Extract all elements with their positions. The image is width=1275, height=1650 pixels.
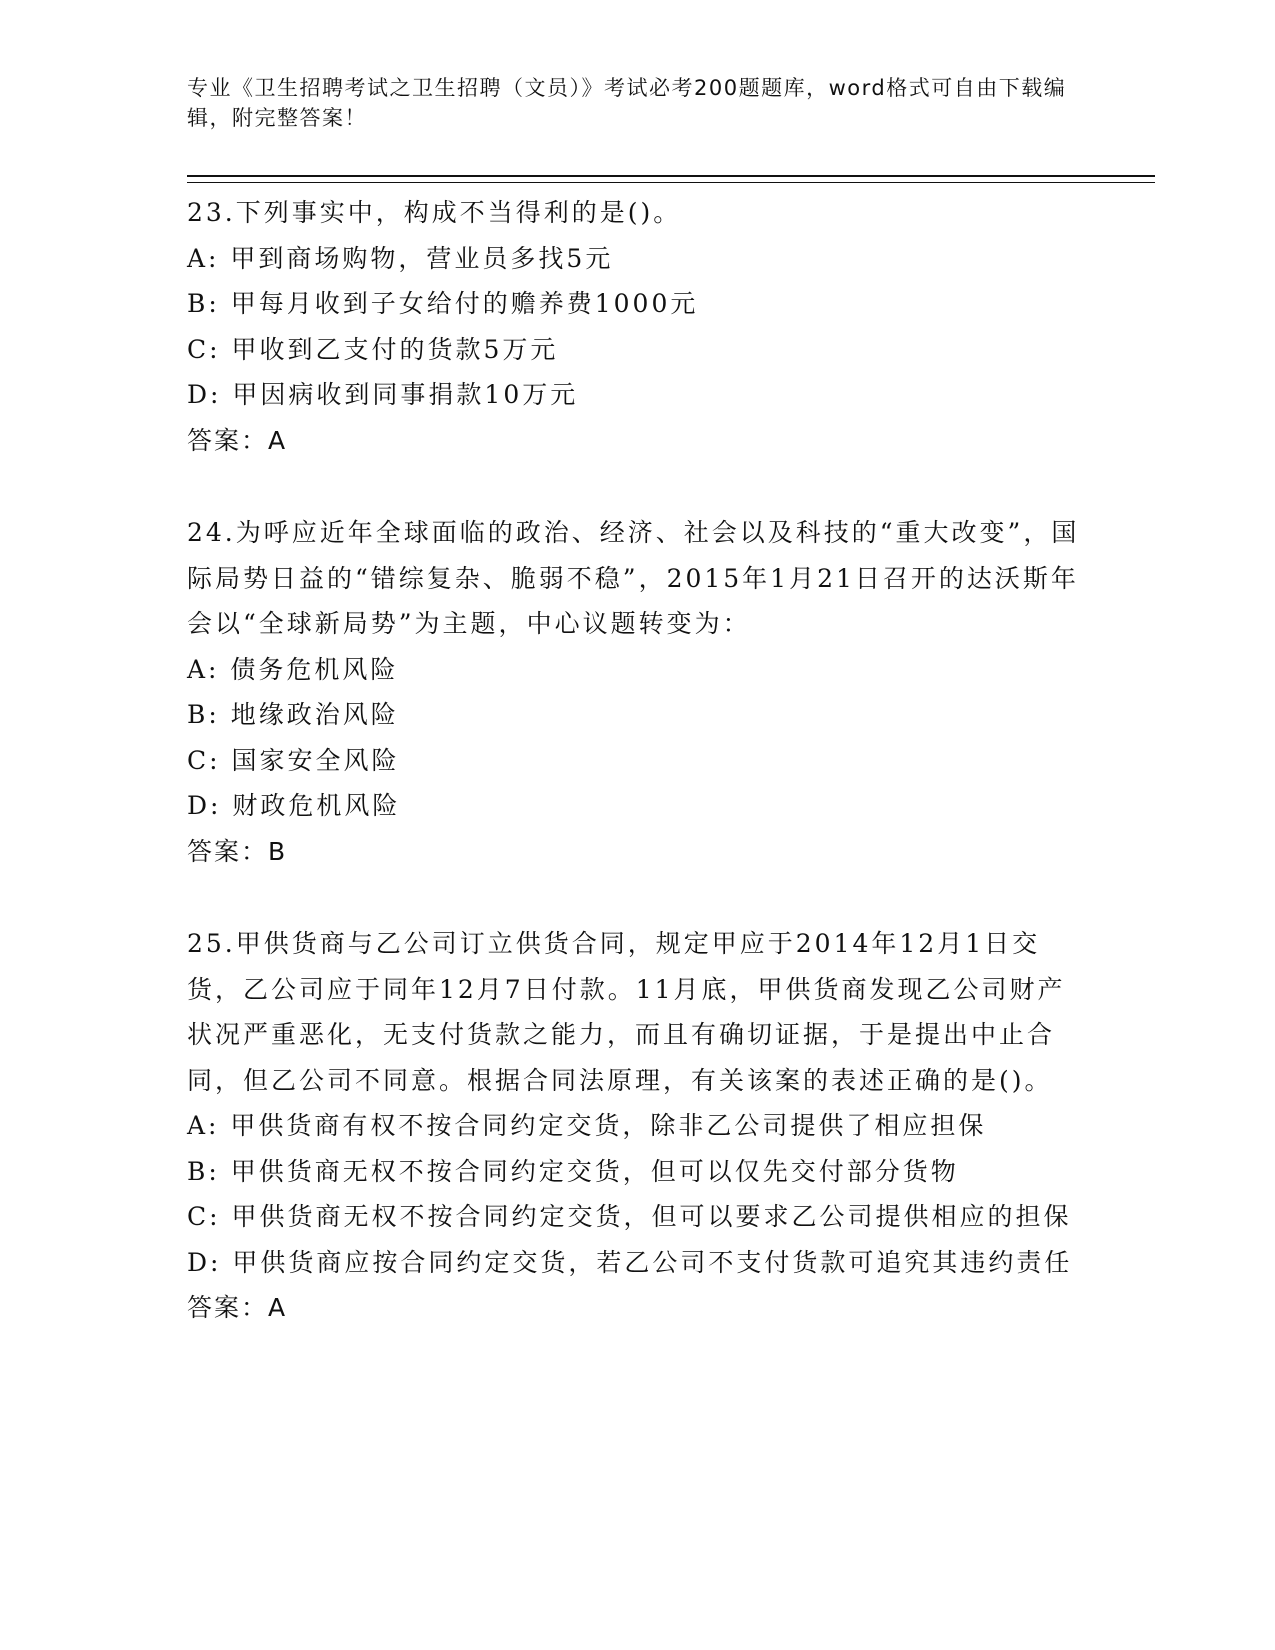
question-stem: 24.为呼应近年全球面临的政治、经济、社会以及科技的“重大改变”，国际局势日益的“错综复杂、脆弱不稳”，2015年1月21日召开的达沃斯年会以“全球新局势”为主题，中心议题转变为： [187, 518, 1080, 638]
answer-line: 答案：A [187, 1293, 288, 1322]
question-23 [187, 190, 1087, 463]
option-c: C: 国家安全风险 [187, 745, 400, 775]
question-stem: 23.下列事实中，构成不当得利的是()。 [187, 198, 682, 227]
answer-line: 答案：A [187, 425, 288, 455]
option-d: D: 甲供货商应按合同约定交货，若乙公司不支付货款可追究其违约责任 [187, 1247, 1073, 1277]
question-list [187, 190, 1087, 1378]
option-a: A: 债务危机风险 [187, 654, 399, 684]
question-stem: 25.甲供货商与乙公司订立供货合同，规定甲应于2014年12月1日交货，乙公司应于同年12月7日付款。11月底，甲供货商发现乙公司财产状况严重恶化，无支付货款之能力，而且有确切证据，于是提出中止合同，但乙公司不同意。根据合同法原理，有关该案的表述正确的是()。 [187, 929, 1066, 1095]
header-title: 专业《卫生招聘考试之卫生招聘（文员）》考试必考200题题库，word格式可自由下载编辑，附完整答案！ [187, 76, 1067, 130]
header-divider-thin [187, 182, 1155, 183]
document-header [187, 73, 1087, 133]
option-d: D: 甲因病收到同事捐款10万元 [187, 380, 579, 409]
option-a: A: 甲到商场购物，营业员多找5元 [187, 243, 614, 273]
option-b: B: 甲每月收到子女给付的赡养费1000元 [187, 289, 699, 318]
question-24 [187, 510, 1087, 874]
option-d: D: 财政危机风险 [187, 791, 401, 820]
answer-line: 答案：B [187, 836, 288, 866]
option-b: B: 地缘政治风险 [187, 700, 399, 729]
option-c: C: 甲供货商无权不按合同约定交货，但可以要求乙公司提供相应的担保 [187, 1202, 1072, 1231]
option-b: B: 甲供货商无权不按合同约定交货，但可以仅先交付部分货物 [187, 1156, 959, 1186]
question-25 [187, 921, 1087, 1331]
option-a: A: 甲供货商有权不按合同约定交货，除非乙公司提供了相应担保 [187, 1111, 987, 1140]
option-c: C: 甲收到乙支付的货款5万元 [187, 334, 559, 364]
header-divider-thick [187, 175, 1155, 177]
